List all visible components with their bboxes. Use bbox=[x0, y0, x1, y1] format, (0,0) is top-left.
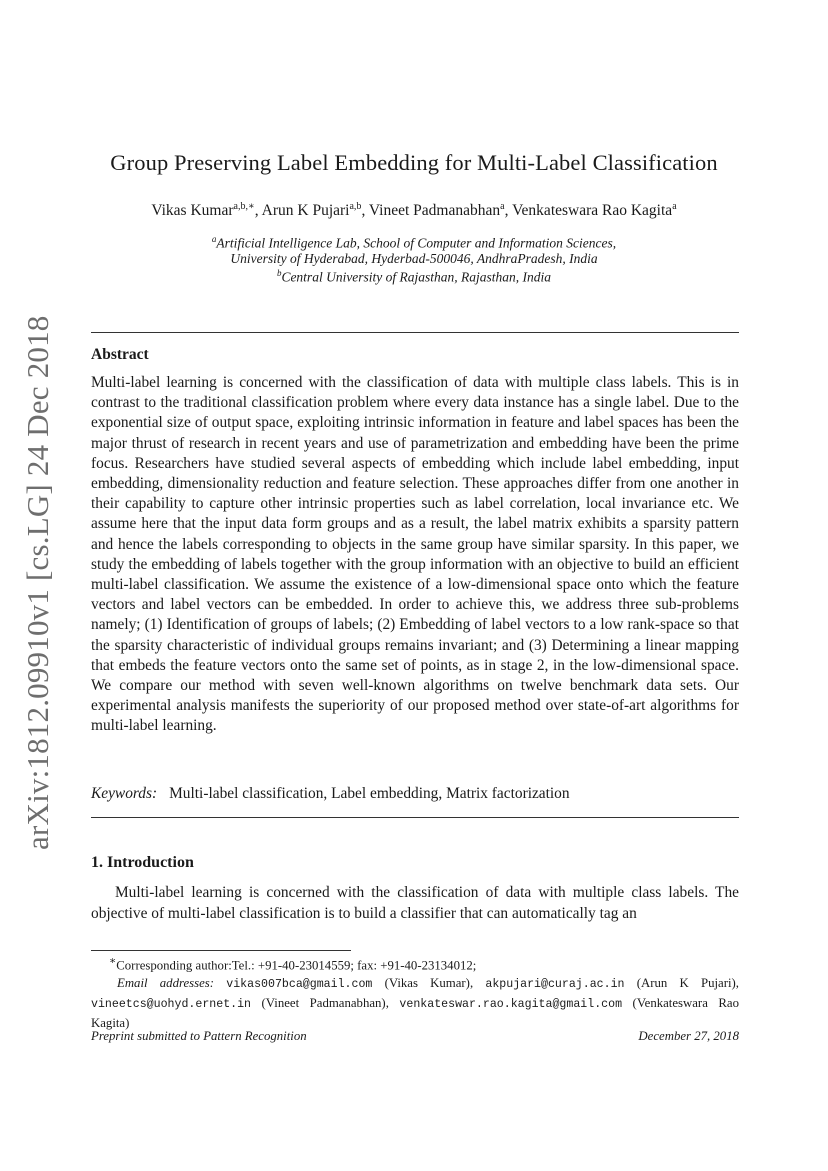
abstract-heading: Abstract bbox=[91, 346, 149, 363]
affiliation-mark: a bbox=[211, 234, 217, 244]
affiliation-mark: b bbox=[276, 268, 282, 278]
email-owner: (Venkateswara Rao Kagita) bbox=[91, 996, 739, 1031]
email-link[interactable]: venkateswar.rao.kagita@gmail.com bbox=[399, 998, 623, 1012]
author-separator: , bbox=[361, 202, 369, 220]
affiliation-b-line1 bbox=[0, 268, 828, 286]
author-name: Venkateswara Rao Kagita bbox=[512, 202, 673, 220]
author-affiliation-mark: a,b bbox=[349, 201, 362, 212]
email-label: Email addresses: bbox=[117, 976, 215, 991]
author-affiliation-mark: a bbox=[672, 201, 677, 212]
footnote-rule bbox=[91, 950, 351, 951]
email-addresses-note bbox=[91, 974, 739, 1032]
email-link[interactable]: vineetcs@uohyd.ernet.in bbox=[91, 998, 252, 1012]
affiliation-a-line2: University of Hyderabad, Hyderbad-500046, AndhraPradesh, India bbox=[230, 251, 598, 266]
abstract-top-rule bbox=[91, 332, 739, 333]
paper-title: Group Preserving Label Embedding for Multi-Label Classification bbox=[110, 150, 718, 175]
introduction-text: Multi-label learning is concerned with the classification of data with multiple class labels. The objective of multi-label classification is to build a classifier that can automatically tag an bbox=[91, 884, 739, 922]
keywords-label: Keywords: bbox=[91, 785, 158, 802]
affiliation-text: Artificial Intelligence Lab, School of Computer and Information Sciences, bbox=[216, 235, 617, 251]
preprint-date: December 27, 2018 bbox=[638, 1029, 739, 1043]
author-list bbox=[0, 201, 828, 220]
email-owner: (Arun K Pujari), bbox=[624, 976, 739, 991]
keywords-text: Multi-label classification, Label embedding, Matrix factorization bbox=[169, 785, 570, 802]
affiliation-a-line1 bbox=[0, 234, 828, 252]
section-heading: 1. Introduction bbox=[91, 854, 194, 871]
preprint-note: Preprint submitted to Pattern Recognition bbox=[91, 1029, 307, 1043]
email-link[interactable]: akpujari@curaj.ac.in bbox=[485, 978, 625, 992]
arxiv-stamp: arXiv:1812.09910v1 [cs.LG] 24 Dec 2018 bbox=[20, 315, 55, 850]
footnote-mark: ∗ bbox=[109, 956, 117, 967]
author-name: Vineet Padmanabhan bbox=[368, 202, 501, 220]
abstract-bottom-rule bbox=[91, 817, 739, 818]
affiliation-text: Central University of Rajasthan, Rajasthan, India bbox=[281, 269, 552, 285]
author-name: Vikas Kumar bbox=[151, 202, 234, 220]
author-affiliation-mark: a,b,∗ bbox=[233, 201, 255, 212]
abstract-text: Multi-label learning is concerned with the classification of data with multiple class labels. This is in contrast to the traditional classification problem where every data instance has a single label. Due to the exponential size of output space, exploiting intrinsic information in feature and label spaces has been the major thrust of research in recent years and use of parametrization and embedding have been the prime focus. Researchers have studied several aspects of embedding which include label embedding, input embedding, dimensionality reduction and feature selection. These approaches differ from one another in their capability to capture other intrinsic properties such as label correlation, local invariance etc. We assume here that the input data form groups and as a result, the label matrix exhibits a sparsity pattern and hence the labels corresponding to objects in the same group have similar sparsity. In this paper, we study the embedding of labels together with the group information with an objective to build an efficient multi-label classification. We assume the existence of a low-dimensional space onto which the feature vectors and label vectors can be embedded. In order to achieve this, we address three sub-problems namely; (1) Identification of groups of labels; (2) Embedding of label vectors to a low rank-space so that the sparsity characteristic of individual groups remains invariant; and (3) Determining a linear mapping that embeds the feature vectors onto the same set of points, as in stage 2, in the low-dimensional space. We compare our method with seven well-known algorithms on twelve benchmark data sets. Our experimental analysis manifests the superiority of our proposed method over state-of-art algorithms for multi-label learning. bbox=[91, 374, 739, 735]
author-name: Arun K Pujari bbox=[261, 202, 350, 220]
corresponding-text: Corresponding author:Tel.: +91-40-23014559; fax: +91-40-23134012; bbox=[116, 958, 477, 973]
author-affiliation-mark: a bbox=[500, 201, 505, 212]
corresponding-author-note bbox=[91, 953, 739, 974]
email-link[interactable]: vikas007bca@gmail.com bbox=[226, 978, 373, 992]
footnotes bbox=[91, 953, 739, 1032]
author-separator: , bbox=[254, 202, 262, 220]
email-owner: (Vineet Padmanabhan), bbox=[251, 996, 400, 1011]
email-owner: (Vikas Kumar), bbox=[372, 976, 486, 991]
keywords-line bbox=[91, 785, 570, 803]
author-separator: , bbox=[504, 202, 513, 220]
